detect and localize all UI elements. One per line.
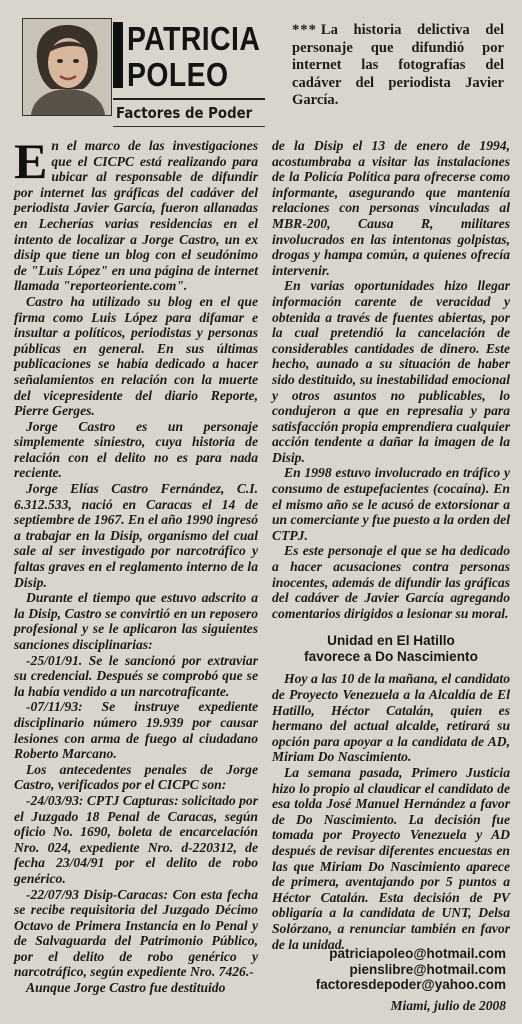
columnist-first-name: PATRICIA [127,20,261,57]
author-photo [22,18,112,116]
subheadline [272,633,510,665]
dateline: Miami, julio de 2008 [390,998,506,1013]
teaser-text: La historia delictiva del personaje que difundió por internet las fotografías del cadáver del periodista Javier García. [292,22,504,108]
column-section-title: Factores de Poder [116,104,253,122]
contact-emails [290,946,506,993]
paragraph-6: -25/01/91. Se le sancionó por extraviar su credencial. Después se comprobó que se la había vendido a un narcotraficante. [14,652,258,699]
paragraph-1 [14,133,258,294]
paragraph-3: Jorge Castro es un personaje simplemente siniestro, cuya historia de relación con el delito no es para nada reciente. [14,418,258,481]
paragraph-12: de la Disip el 13 de enero de 1994, acostumbraba a visitar las instalaciones de la Policía Política para ofrecerse como informante, asegurando que mantenía relaciones con personas vinculadas al MBR-200, Causa R, militares involucrados en las intentonas golpistas, drogas y hampa común, a quienes ofrecía intervenir. [272,138,510,278]
paragraph-14: En 1998 estuvo involucrado en tráfico y consumo de estupefacientes (cocaína). En el mismo año se le acusó de extorsionar a un comerciante y fue puesto a la orden del CTPJ. [272,465,510,543]
teaser-stars: *** [292,22,317,38]
right-column [272,138,510,952]
paragraph-13: En varias oportunidades hizo llegar información carente de veracidad y obtenida a través de fuentes abiertas, por la cual pretendió la cancelación de considerables cantidades de dinero. Este hecho, aunado a su situación de haber sido destituido, su inestabilidad emocional y otros asuntos no publicables, lo condujeron a que en represalia y para satisfacción propia emprendiera cualquier acción tendente a dañar la imagen de la Disip. [272,278,510,465]
email-link-3: factoresdepoder@yahoo.com [315,977,506,993]
section-rule [113,126,265,127]
paragraph-11: Aunque Jorge Castro fue destituido [26,980,226,996]
drop-cap: E [14,133,48,189]
paragraph-17: La semana pasada, Primero Justicia hizo lo propio al claudicar el candidato de esa tolda José Manuel Hernández a favor de Do Nascimiento. La decisión fue tomada por Proyecto Venezuela y AD después de revisar diferentes encuestas en las que Miriam Do Nascimiento aparece de primera, aventajando por 5 puntos a Héctor Catalán. Esta decisión de PV obligaría a la candidata de UNT, Delsa Solórzano, a renunciar también en favor de la unidad. [272,764,510,952]
teaser-summary [292,22,504,110]
header-rule [113,98,265,100]
paragraph-9: -24/03/93: CPTJ Capturas: solicitado por el Juzgado 18 Penal de Caracas, según oficio No. 1690, boleta de encarcelación Nro. 024, expediente Nro. d-220312, de fecha 23/04/91 por el delito de robo genérico. [14,792,258,886]
paragraph-4: Jorge Elías Castro Fernández, C.I. 6.312.533, nació en Caracas el 14 de septiembre de 1967. En el año 1990 ingresó a trabajar en la Disip, organismo del cual sale al ser investigado por narcotráfico y faltas graves en el reglamento interno de la Disip. [14,481,258,590]
paragraph-10: -22/07/93 Disip-Caracas: Con esta fecha se recibe requisitoria del Juzgado Décimo Octavo de Primera Instancia en lo Penal y de Salvaguarda del Patrimonio Público, por el delito de robo genérico y narcotráfico, según expediente Nro. 7426.- [14,886,258,980]
paragraph-5: Durante el tiempo que estuvo adscrito a la Disip, Castro se convirtió en un reposero profesional y se le aplicaron las siguientes sanciones disciplinarias: [14,590,258,652]
paragraph-8: Los antecedentes penales de Jorge Castro, verificados por el CICPC son: [14,761,258,793]
email-link-1: patriciapoleo@hotmail.com [329,946,506,961]
author-portrait-image [23,19,111,115]
subheadline-line-1: Unidad en El Hatillo [327,633,455,649]
email-link-2: pienslibre@hotmail.com [349,961,506,977]
columnist-last-name: POLEO [127,56,229,93]
paragraph-16: Hoy a las 10 de la mañana, el candidato de Proyecto Venezuela a la Alcaldía de El Hatillo, Héctor Catalán, quien es hermano del actual alcalde, retirará su opción para apoyar a la candidata de AD, Miriam Do Nascimiento. [272,671,510,765]
left-column [14,133,258,996]
name-accent-bar [113,22,123,88]
subheadline-line-2: favorece a Do Nascimiento [304,649,478,665]
paragraph-2: Castro ha utilizado su blog en el que firma como Luis López para difamar e insultar a políticos, periodistas y personas públicas en general. En sus últimas publicaciones se había dedicado a hacer señalamientos en relación con la muerte del vicepresidente del diario Reporte, Pierre Gerges. [14,293,258,419]
paragraph-1-text: n el marco de las investigaciones que el CICPC está realizando para ubicar al responsable de difundir por internet las gráficas del cadáver del periodista Javier García, fueron allanadas en Lecherías varias residencias en el intento de localizar a Jorge Castro, un ex disip que tiene un blog con el seudónimo de "Luis López" en una página de internet llamada "reporteoriente.com". [14,138,258,294]
paragraph-15: Es este personaje el que se ha dedicado a hacer acusaciones contra personas inocentes, además de difundir las gráficas del cadáver de Javier García agregando comentarios dirigidos a lesionar su moral. [272,543,510,621]
paragraph-7: -07/11/93: Se instruye expediente disciplinario número 19.939 por causar lesiones con arma de fuego al ciudadano Roberto Marcano. [14,699,258,762]
